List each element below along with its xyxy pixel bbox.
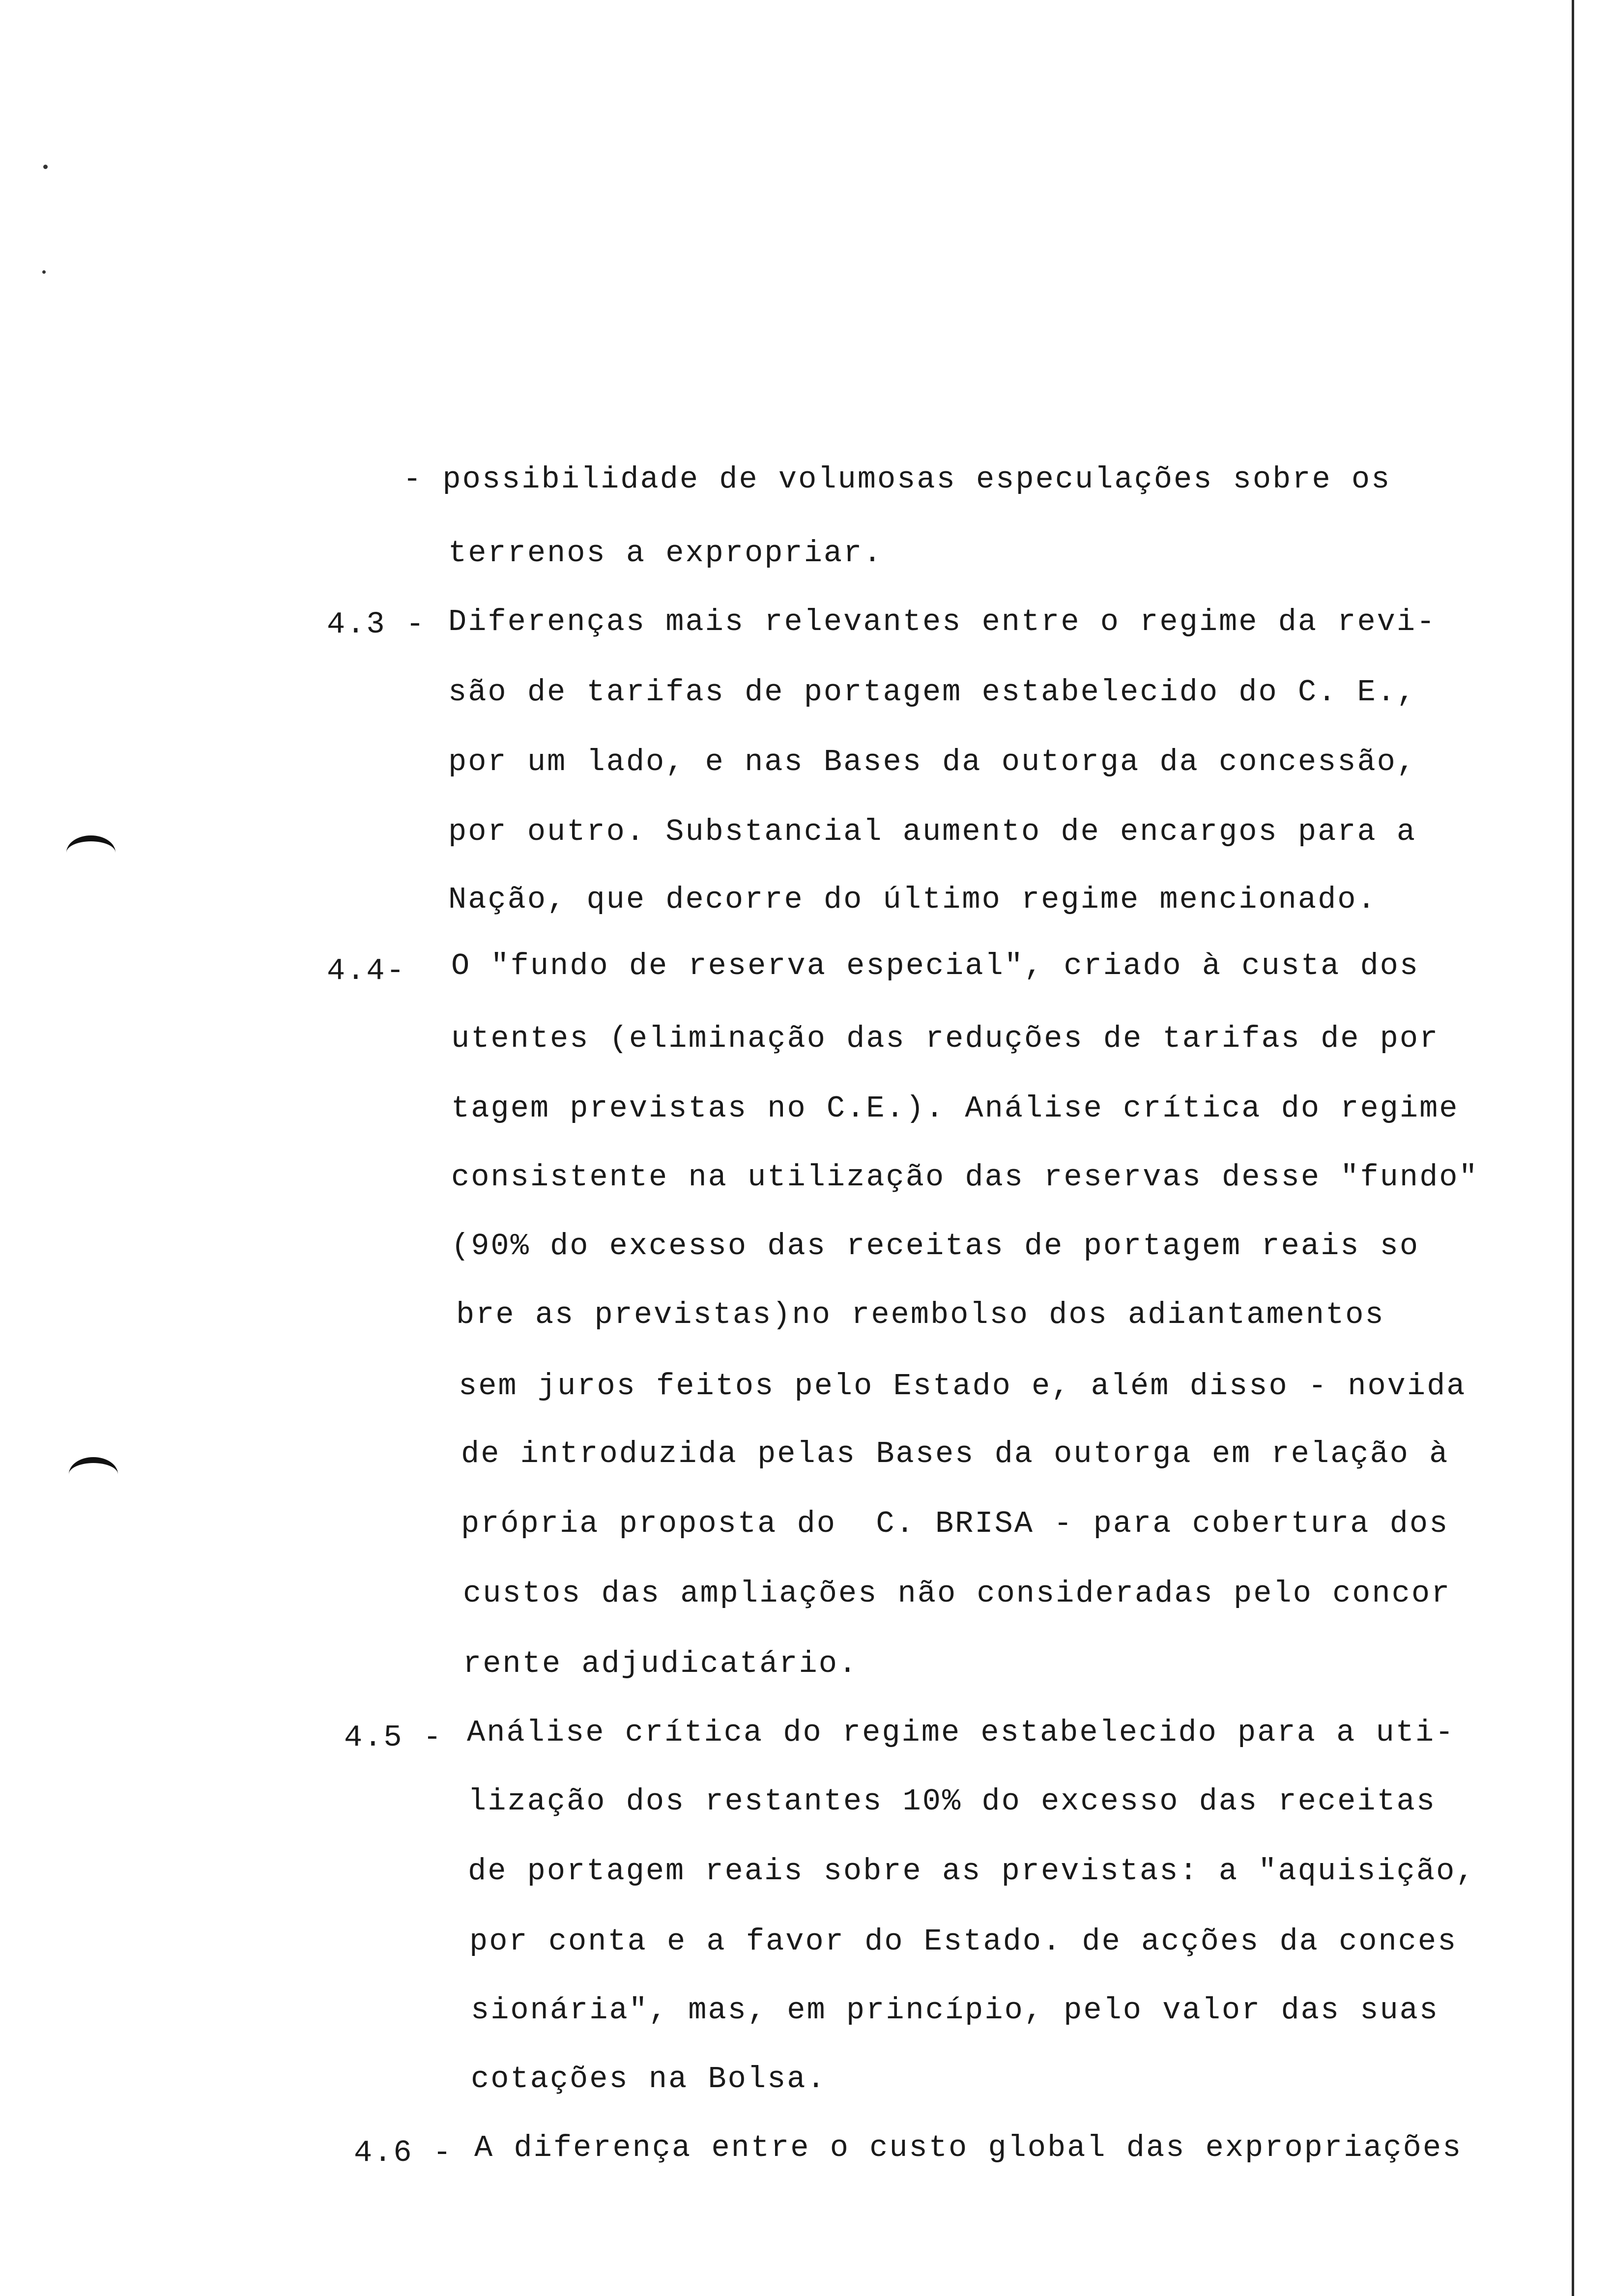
text-line: própria proposta do C. BRISA - para cobertura dos xyxy=(461,1506,1449,1541)
section-number: 4.5 - xyxy=(344,1720,443,1755)
text-line: Análise crítica do regime estabelecido para a uti- xyxy=(467,1715,1455,1750)
text-line: tagem previstas no C.E.). Análise crítica do regime xyxy=(451,1091,1459,1126)
text-line: terrenos a expropriar. xyxy=(448,536,883,571)
text-line: sionária", mas, em princípio, pelo valor das suas xyxy=(471,1993,1439,2028)
text-line: de portagem reais sobre as previstas: a "aquisição, xyxy=(468,1854,1476,1889)
page-edge-rule xyxy=(1572,0,1574,2296)
text-line: por um lado, e nas Bases da outorga da concessão, xyxy=(448,745,1417,779)
text-line: custos das ampliações não consideradas pelo concor xyxy=(463,1576,1451,1611)
text-line: (90% do excesso das receitas de portagem reais so xyxy=(451,1229,1420,1263)
dust-speck xyxy=(42,270,46,274)
text-line: - possibilidade de volumosas especulações sobre os xyxy=(403,462,1391,497)
section-number: 4.6 - xyxy=(354,2135,453,2170)
text-line: utentes (eliminação das reduções de tarifas de por xyxy=(451,1021,1439,1056)
punch-hole-mark-upper xyxy=(66,835,115,870)
text-line: O "fundo de reserva especial", criado à custa dos xyxy=(451,948,1420,983)
punch-hole-mark-lower xyxy=(69,1457,118,1492)
text-line: lização dos restantes 10% do excesso das receitas xyxy=(468,1784,1437,1819)
text-line: Diferenças mais relevantes entre o regime da revi- xyxy=(448,604,1437,639)
text-line: sem juros feitos pelo Estado e, além disso - novida xyxy=(459,1369,1467,1404)
text-line: são de tarifas de portagem estabelecido do C. E., xyxy=(448,675,1417,710)
text-line: cotações na Bolsa. xyxy=(471,2062,827,2096)
text-line: rente adjudicatário. xyxy=(463,1646,859,1681)
text-line: consistente na utilização das reservas desse "fundo" xyxy=(451,1160,1479,1195)
text-line: bre as previstas)no reembolso dos adiantamentos xyxy=(456,1297,1385,1332)
text-line: Nação, que decorre do último regime mencionado. xyxy=(448,882,1377,917)
section-number: 4.3 - xyxy=(327,607,426,642)
text-line: de introduzida pelas Bases da outorga em relação à xyxy=(461,1436,1449,1471)
section-number: 4.4- xyxy=(327,953,406,988)
text-line: A diferença entre o custo global das expropriações xyxy=(474,2130,1463,2165)
text-line: por conta e a favor do Estado. de acções da conces xyxy=(469,1924,1458,1959)
text-line: por outro. Substancial aumento de encargos para a xyxy=(448,814,1417,849)
dust-speck xyxy=(43,165,48,169)
